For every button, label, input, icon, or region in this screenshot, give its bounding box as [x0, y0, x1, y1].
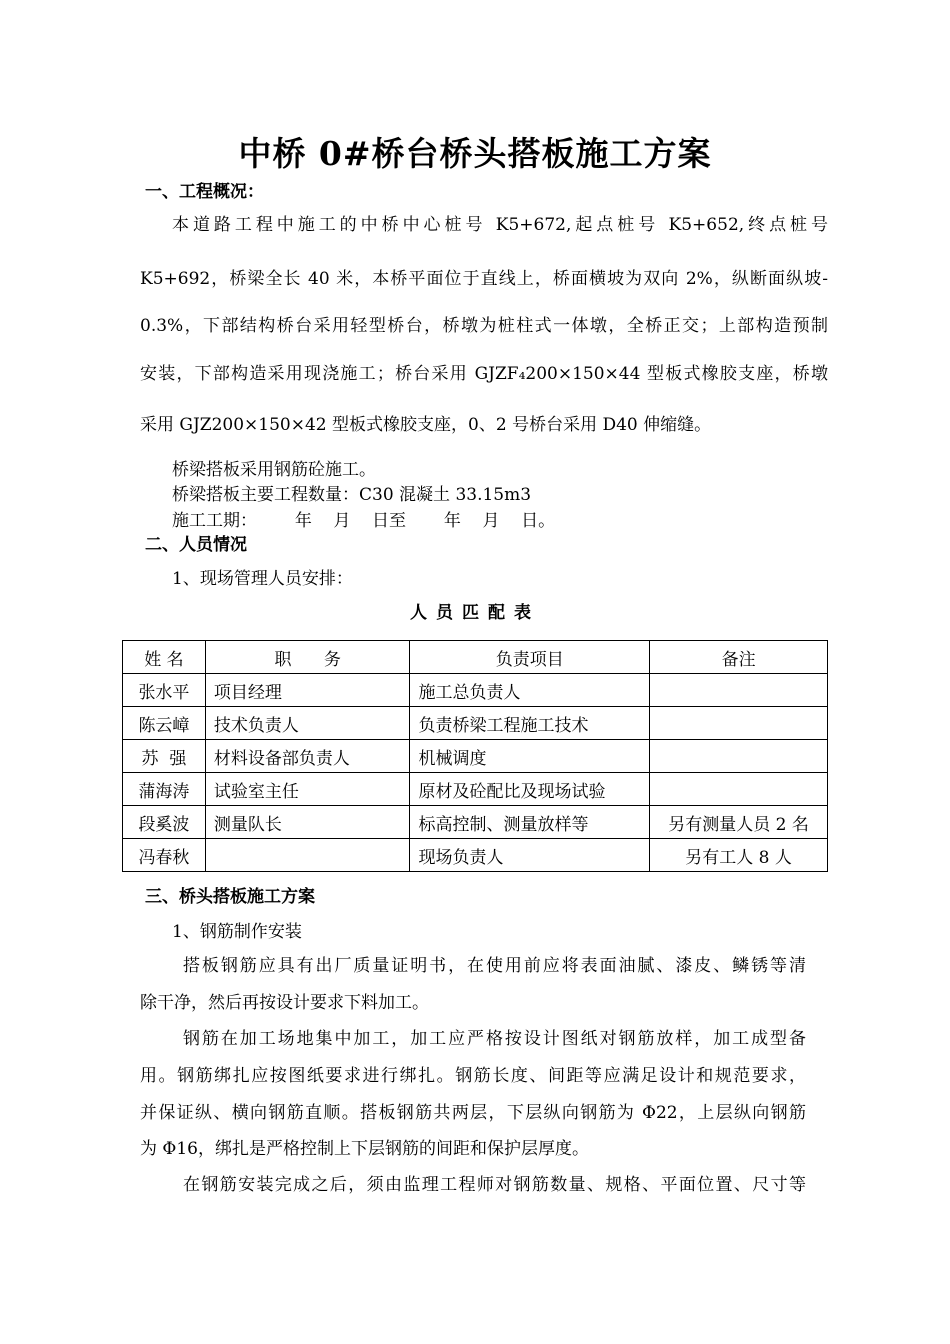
table-row — [123, 773, 828, 806]
section3-p1-line-1: 搭板钢筋应具有出厂质量证明书，在使用前应将表面油腻、漆皮、鳞锈等清 — [183, 956, 806, 976]
cell-name: 蒲海涛 — [123, 773, 206, 806]
cell-responsibility: 负责桥梁工程施工技术 — [410, 707, 650, 740]
table-title: 人员匹配表 — [410, 603, 540, 623]
cell-responsibility: 标高控制、测量放样等 — [410, 806, 650, 839]
cell-name: 陈云嶂 — [123, 707, 206, 740]
cell-name: 苏 强 — [123, 740, 206, 773]
section3-p2-line-1: 钢筋在加工场地集中加工，加工应严格按设计图纸对钢筋放样，加工成型备 — [183, 1029, 806, 1049]
section2-heading: 二、人员情况 — [145, 535, 247, 555]
table-row — [123, 839, 828, 872]
section3-heading: 三、桥头搭板施工方案 — [145, 887, 315, 907]
section2-sub: 1、现场管理人员安排： — [172, 569, 353, 589]
section1-heading: 一、工程概况： — [145, 182, 264, 202]
cell-name: 段奚波 — [123, 806, 206, 839]
header-responsibility: 负责项目 — [410, 641, 650, 674]
cell-name: 张水平 — [123, 674, 206, 707]
section1-line-5: 采用 GJZ200×150×42 型板式橡胶支座，0、2 号桥台采用 D40 伸缩缝。 — [140, 415, 712, 435]
cell-remark — [650, 674, 828, 707]
section3-p2-line-3: 并保证纵、横向钢筋直顺。搭板钢筋共两层，下层纵向钢筋为 Φ22，上层纵向钢筋 — [140, 1103, 806, 1123]
table-row — [123, 806, 828, 839]
cell-remark: 另有测量人员 2 名 — [650, 806, 828, 839]
cell-responsibility: 机械调度 — [410, 740, 650, 773]
staff-table — [122, 640, 828, 872]
cell-responsibility: 施工总负责人 — [410, 674, 650, 707]
cell-remark — [650, 707, 828, 740]
section1-line-b: 桥梁搭板主要工程数量：C30 混凝土 33.15m3 — [172, 485, 532, 505]
cell-name: 冯春秋 — [123, 839, 206, 872]
section3-p2-line-4: 为 Φ16，绑扎是严格控制上下层钢筋的间距和保护层厚度。 — [140, 1139, 589, 1159]
table-row — [123, 740, 828, 773]
cell-position: 技术负责人 — [205, 707, 410, 740]
section1-line-a: 桥梁搭板采用钢筋砼施工。 — [172, 460, 376, 480]
header-remark: 备注 — [650, 641, 828, 674]
cell-remark — [650, 740, 828, 773]
cell-remark — [650, 773, 828, 806]
table-row — [123, 674, 828, 707]
cell-position: 测量队长 — [205, 806, 410, 839]
cell-remark: 另有工人 8 人 — [650, 839, 828, 872]
cell-position: 材料设备部负责人 — [205, 740, 410, 773]
section3-p3-line-1: 在钢筋安装完成之后，须由监理工程师对钢筋数量、规格、平面位置、尺寸等 — [183, 1175, 806, 1195]
section1-line-c: 施工工期： 年 月 日至 年 月 日。 — [172, 511, 556, 531]
section1-line-3: 0.3%，下部结构桥台采用轻型桥台，桥墩为桩柱式一体墩，全桥正交；上部构造预制 — [140, 316, 828, 336]
section3-p1-line-2: 除干净，然后再按设计要求下料加工。 — [140, 993, 429, 1013]
section1-line-4: 安装，下部构造采用现浇施工；桥台采用 GJZF₄200×150×44 型板式橡胶支座，桥墩 — [140, 364, 828, 384]
cell-position: 试验室主任 — [205, 773, 410, 806]
table-header-row — [123, 641, 828, 674]
cell-responsibility: 原材及砼配比及现场试验 — [410, 773, 650, 806]
cell-position — [205, 839, 410, 872]
header-position: 职 务 — [205, 641, 410, 674]
document-title: 中桥 0#桥台桥头搭板施工方案 — [238, 134, 712, 173]
section1-line-1: 本道路工程中施工的中桥中心桩号 K5+672,起点桩号 K5+652,终点桩号 — [172, 215, 828, 235]
section3-sub: 1、钢筋制作安装 — [172, 922, 302, 942]
cell-responsibility: 现场负责人 — [410, 839, 650, 872]
section1-line-2: K5+692，桥梁全长 40 米，本桥平面位于直线上，桥面横坡为双向 2%，纵断面纵坡- — [140, 269, 828, 289]
section3-p2-line-2: 用。钢筋绑扎应按图纸要求进行绑扎。钢筋长度、间距等应满足设计和规范要求， — [140, 1066, 806, 1086]
table-row — [123, 707, 828, 740]
header-name: 姓 名 — [123, 641, 206, 674]
cell-position: 项目经理 — [205, 674, 410, 707]
